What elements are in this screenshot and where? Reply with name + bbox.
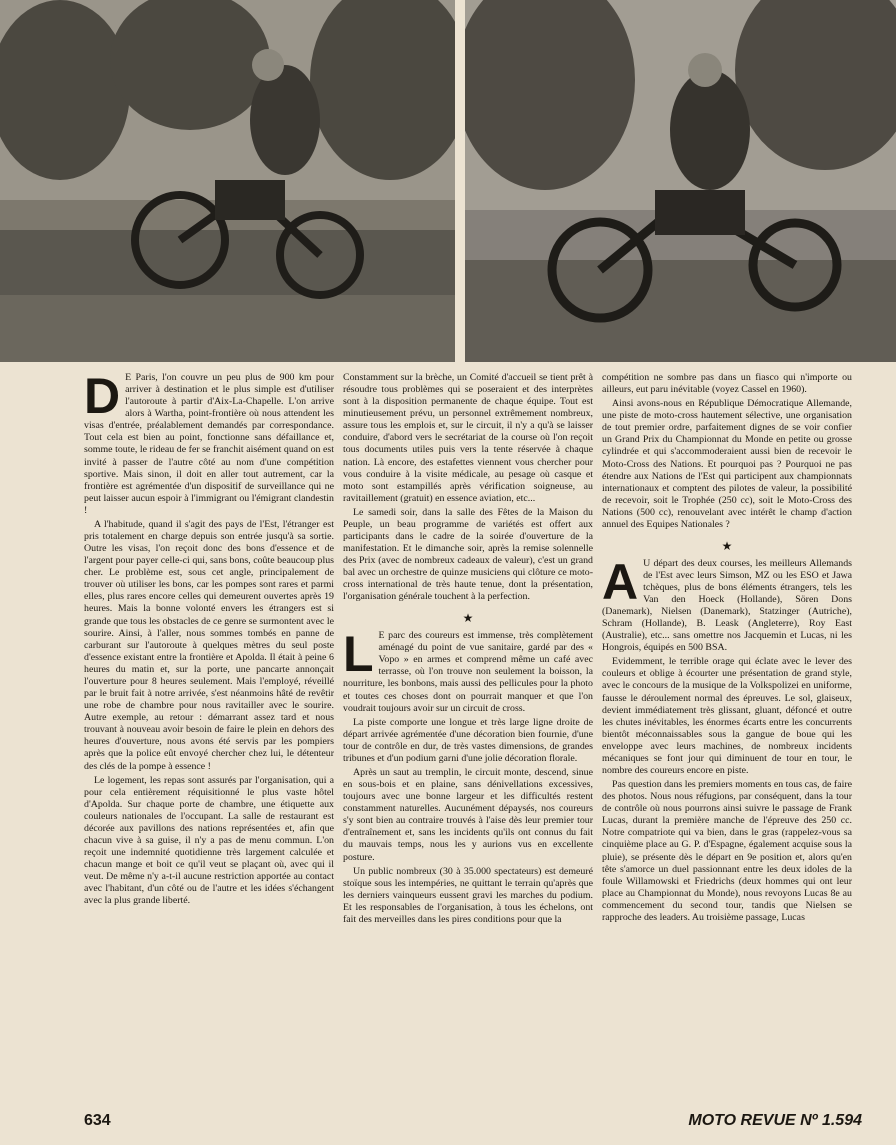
paragraph-text: U départ des deux courses, les meilleurs Allemands de l'Est avec leurs Simson, MZ ou les ESO et Jawa tchèques, plus de bons éléments étrangers, tels les Van den Hoeck (Hollande), Sören Dons (Danemark), Nielsen (Danemark), Statzinger (Autriche), Schram (Hollande), B. Leask (Angleterre), Roy East (Australie), etc... sans omettre nos Jacquemin et Lucas, ni les Hongrois, équipés en 500 BSA. (602, 557, 852, 654)
article-column-1 (84, 372, 334, 1102)
page-number: 634 (84, 1112, 111, 1129)
paragraph: La piste comporte une longue et très large ligne droite de départ arrivée agrémentée d'une décoration bien fournie, d'une tour de contrôle en dur, de très vastes dimensions, de grandes tribunes et d'un podium garni d'une jolie décoration florale. (343, 716, 593, 764)
magazine-issue: MOTO REVUE Nº 1.594 (688, 1112, 862, 1129)
star-divider-icon: ★ (721, 539, 733, 554)
drop-cap: D (84, 372, 121, 424)
motocross-rider-photo-icon (465, 0, 896, 362)
photo-rider-right (465, 0, 896, 362)
paragraph: Le logement, les repas sont assurés par l'organisation, qui a pour cela entièrement réquisitionné le plus vaste hôtel d'Apolda. Sur chaque porte de chambre, une étiquette aux couleurs nationales de l'occupant. La salle de restaurant est décorée aux pavillons des nations représentées et, afin que chacun vive à sa guise, il n'y a pas de menu commun. L'on reçoit une indemnité quotidienne très largement calculée et chacun mange et boit ce qu'il veut se plaçant où, avec qui il veut. De même n'y a-t-il aucune restriction apportée au contact avec l'habitant, d'un côté ou de l'autre et les idées s'échangent avec la plus grande liberté. (84, 774, 334, 907)
star-divider-icon: ★ (462, 611, 474, 626)
paragraph (602, 553, 852, 655)
drop-cap: A (602, 553, 639, 610)
drop-cap: L (343, 626, 374, 683)
article-column-3 (602, 372, 852, 1102)
paragraph: Après un saut au tremplin, le circuit monte, descend, sinue en sous-bois et en plaine, sans dénivellations excessives, toujours avec une bonne largeur et les difficultés restent constamment naturelles. Aucunément dépaysés, nos coureurs s'y sont bien au contraire trouvés à l'aise dès leur premier tour d'entraînement et, sans les incidents qu'ils ont connus du fait du mauvais temps, nous les y aurions vus en excellente posture. (343, 766, 593, 863)
paragraph: Un public nombreux (30 à 35.000 spectateurs) est demeuré stoïque sous les intempéries, ne quittant le terrain qu'après que les derniers vainqueurs eussent gravi les marches du podium. Et les responsables de l'organisation, à tous les échelons, ont fait des merveilles dans les pires conditions pour que la (343, 865, 593, 925)
paragraph: A l'habitude, quand il s'agit des pays de l'Est, l'étranger est pris totalement en charge depuis son entrée jusqu'à sa sortie. Outre les visas, l'on reçoit donc des bons d'essence et de l'argent pour payer celle-ci qui, sans bons, coûte beaucoup plus cher. Le problème est, sous cet angle, principalement de trouver où utiliser les bons, car les pompes sont rares et parmi elles, plus rares encore celles qui demeurent ouvertes après 19 heures. Mais la bonne volonté envers les étrangers est si grande que tous les obstacles de ce genre se surmontent avec le sourire. Ainsi, à l'aller, nous sommes tombés en panne de carburant sur l'autoroute à quelques mètres du seul poste d'essence existant entre la frontière et Apolda. Il était à peine 6 heures du matin et, sur la porte, une pancarte annonçait l'ouverture pour 8 heures seulement. Mais l'employé, réveillé par le bruit fait à notre arrivée, s'est néanmoins hâté de revêtir une robe de chambre pour nous ravitailler avec le sourire. Autre exemple, au retour : démarrant assez tard et nous trouvant à nouveau avoir besoin de faire le plein en dehors des heures d'ouverture, nous avons été servis par les pompiers après que la police eût envoyé chercher chez lui, le détenteur des clés de la pompe à essence ! (84, 518, 334, 772)
paragraph: compétition ne sombre pas dans un fiasco qui n'importe ou ailleurs, eut paru inévitable (voyez Cassel en 1960). (602, 372, 852, 396)
paragraph (84, 372, 334, 517)
paragraph: Le samedi soir, dans la salle des Fêtes de la Maison du Peuple, un beau programme de variétés est offert aux participants dans le cadre de la soirée d'ouverture de la manifestation. Et le dimanche soir, après la remise solennelle des Prix (avec de nombreux cadeaux de valeur), c'est un grand bal avec un orchestre de quinze musiciens qui clôture ce moto-cross international de très haute tenue, dont la présentation, l'organisation générale touchent à la perfection. (343, 506, 593, 603)
paragraph: Evidemment, le terrible orage qui éclate avec le lever des couleurs et oblige à écourter une présentation de grand style, avec le concours de la musique de la Volkspolizei en uniforme, fausse le déroulement normal des épreuves. Le sol, glaiseux, devient immédiatement très glissant, gluant, défoncé et outre les chutes inévitables, les énormes écarts entre les concurrents bientôt méconnaissables sous la gangue de boue qui les enveloppe avec leurs machines, de nombreux incidents mécaniques se font jour qui diminuent de tour en tour, le nombre des coureurs encore en piste. (602, 656, 852, 776)
article-body (84, 372, 864, 1102)
photo-rider-left (0, 0, 455, 362)
paragraph (343, 626, 593, 715)
motocross-rider-photo-icon (0, 0, 455, 362)
paragraph-text: E Paris, l'on couvre un peu plus de 900 km pour arriver à destination et le plus simple est d'utiliser l'autoroute à partir d'Aix-La-Chapelle. L'on arrive alors à Wartha, point-frontière où nous attendent les visas d'entrée, préalablement demandés par correspondance. Tout cela est bien au point, fonctionne sans défaillance et, somme toute, le rideau de fer se franchit aisément quand on est invité à passer de l'autre côté au nom d'une compétition sportive. Mais sinon, il doit en aller tout autrement, car la frontière est agrémentée d'un dispositif de surveillance qui ne peut laisser aucun espoir à l'immigrant ou l'émigrant clandestin ! (84, 372, 334, 516)
paragraph: Constamment sur la brèche, un Comité d'accueil se tient prêt à résoudre tous problèmes qui se poseraient et des interprètes sont à la disposition permanente de chaque équipe. Tout est minutieusement prévu, un personnel extrêmement nombreux, assure tous les emplois et, sur le circuit, il n'y a qu'à se laisser conduire, d'abord vers le secrétariat de la course où l'on reçoit tous documents utiles puis vers la tente réservée à chaque nation. Là encore, des estafettes viennent vous chercher pour vous conduire à la visite médicale, au pesage où casque et moto sont estampillés après vérification soigneuse, au ravitaillement (gratuit) en essence aviation, etc... (343, 372, 593, 504)
paragraph: Ainsi avons-nous en République Démocratique Allemande, une piste de moto-cross hautement sélective, une organisation de tout premier ordre, parfaitement dignes de se voir confier un Grand Prix du Championnat du Monde en petite ou grosse cylindrée et qui s'accommoderaient aussi bien de recevoir le Moto-Cross des Nations. Et pourquoi pas ? Pourquoi ne pas étendre aux Nations de l'Est qui participent aux championnats internationaux et comptent des pilotes de valeur, la possibilité de recevoir, soit le Trophée (250 cc), soit le Moto-Cross des Nations (500 cc), renouvelant avec intérêt le champ d'action annuel des Equipes Nationales ? (602, 398, 852, 530)
article-column-2 (343, 372, 593, 1102)
paragraph-text: E parc des coureurs est immense, très complètement aménagé du point de vue sanitaire, gardé par des « Vopo » en armes et comprend même un café avec terrasse, où l'on trouve non seulement la boisson, la nourriture, les bonbons, mais aussi des pellicules pour la photo et toutes ces choses dont on pourrait manquer et que l'on voudrait toujours avoir sur un circuit de cross. (343, 630, 593, 714)
paragraph: Pas question dans les premiers moments en tous cas, de faire des photos. Nous nous réfugions, par conséquent, dans la tour de contrôle où nous pourrons ainsi suivre le passage de Frank Lucas, durant la première manche de l'épreuve des 250 cc. Notre compatriote qui va bien, dans le gras (rappelez-vous sa cinquième place au G. P. d'Espagne, également acquise sous la pluie), se présente dès le départ en 9e position et, alors qu'en tête s'amorce un duel passionnant entre les deux idoles de la foule Willamowski et Friedrichs (deux hommes qui ont leur place au Championnat du Monde), nous revoyons Lucas 8e au commencement du second tour, tandis que Nielsen se rapproche des leaders. Au troisième passage, Lucas (602, 779, 852, 923)
